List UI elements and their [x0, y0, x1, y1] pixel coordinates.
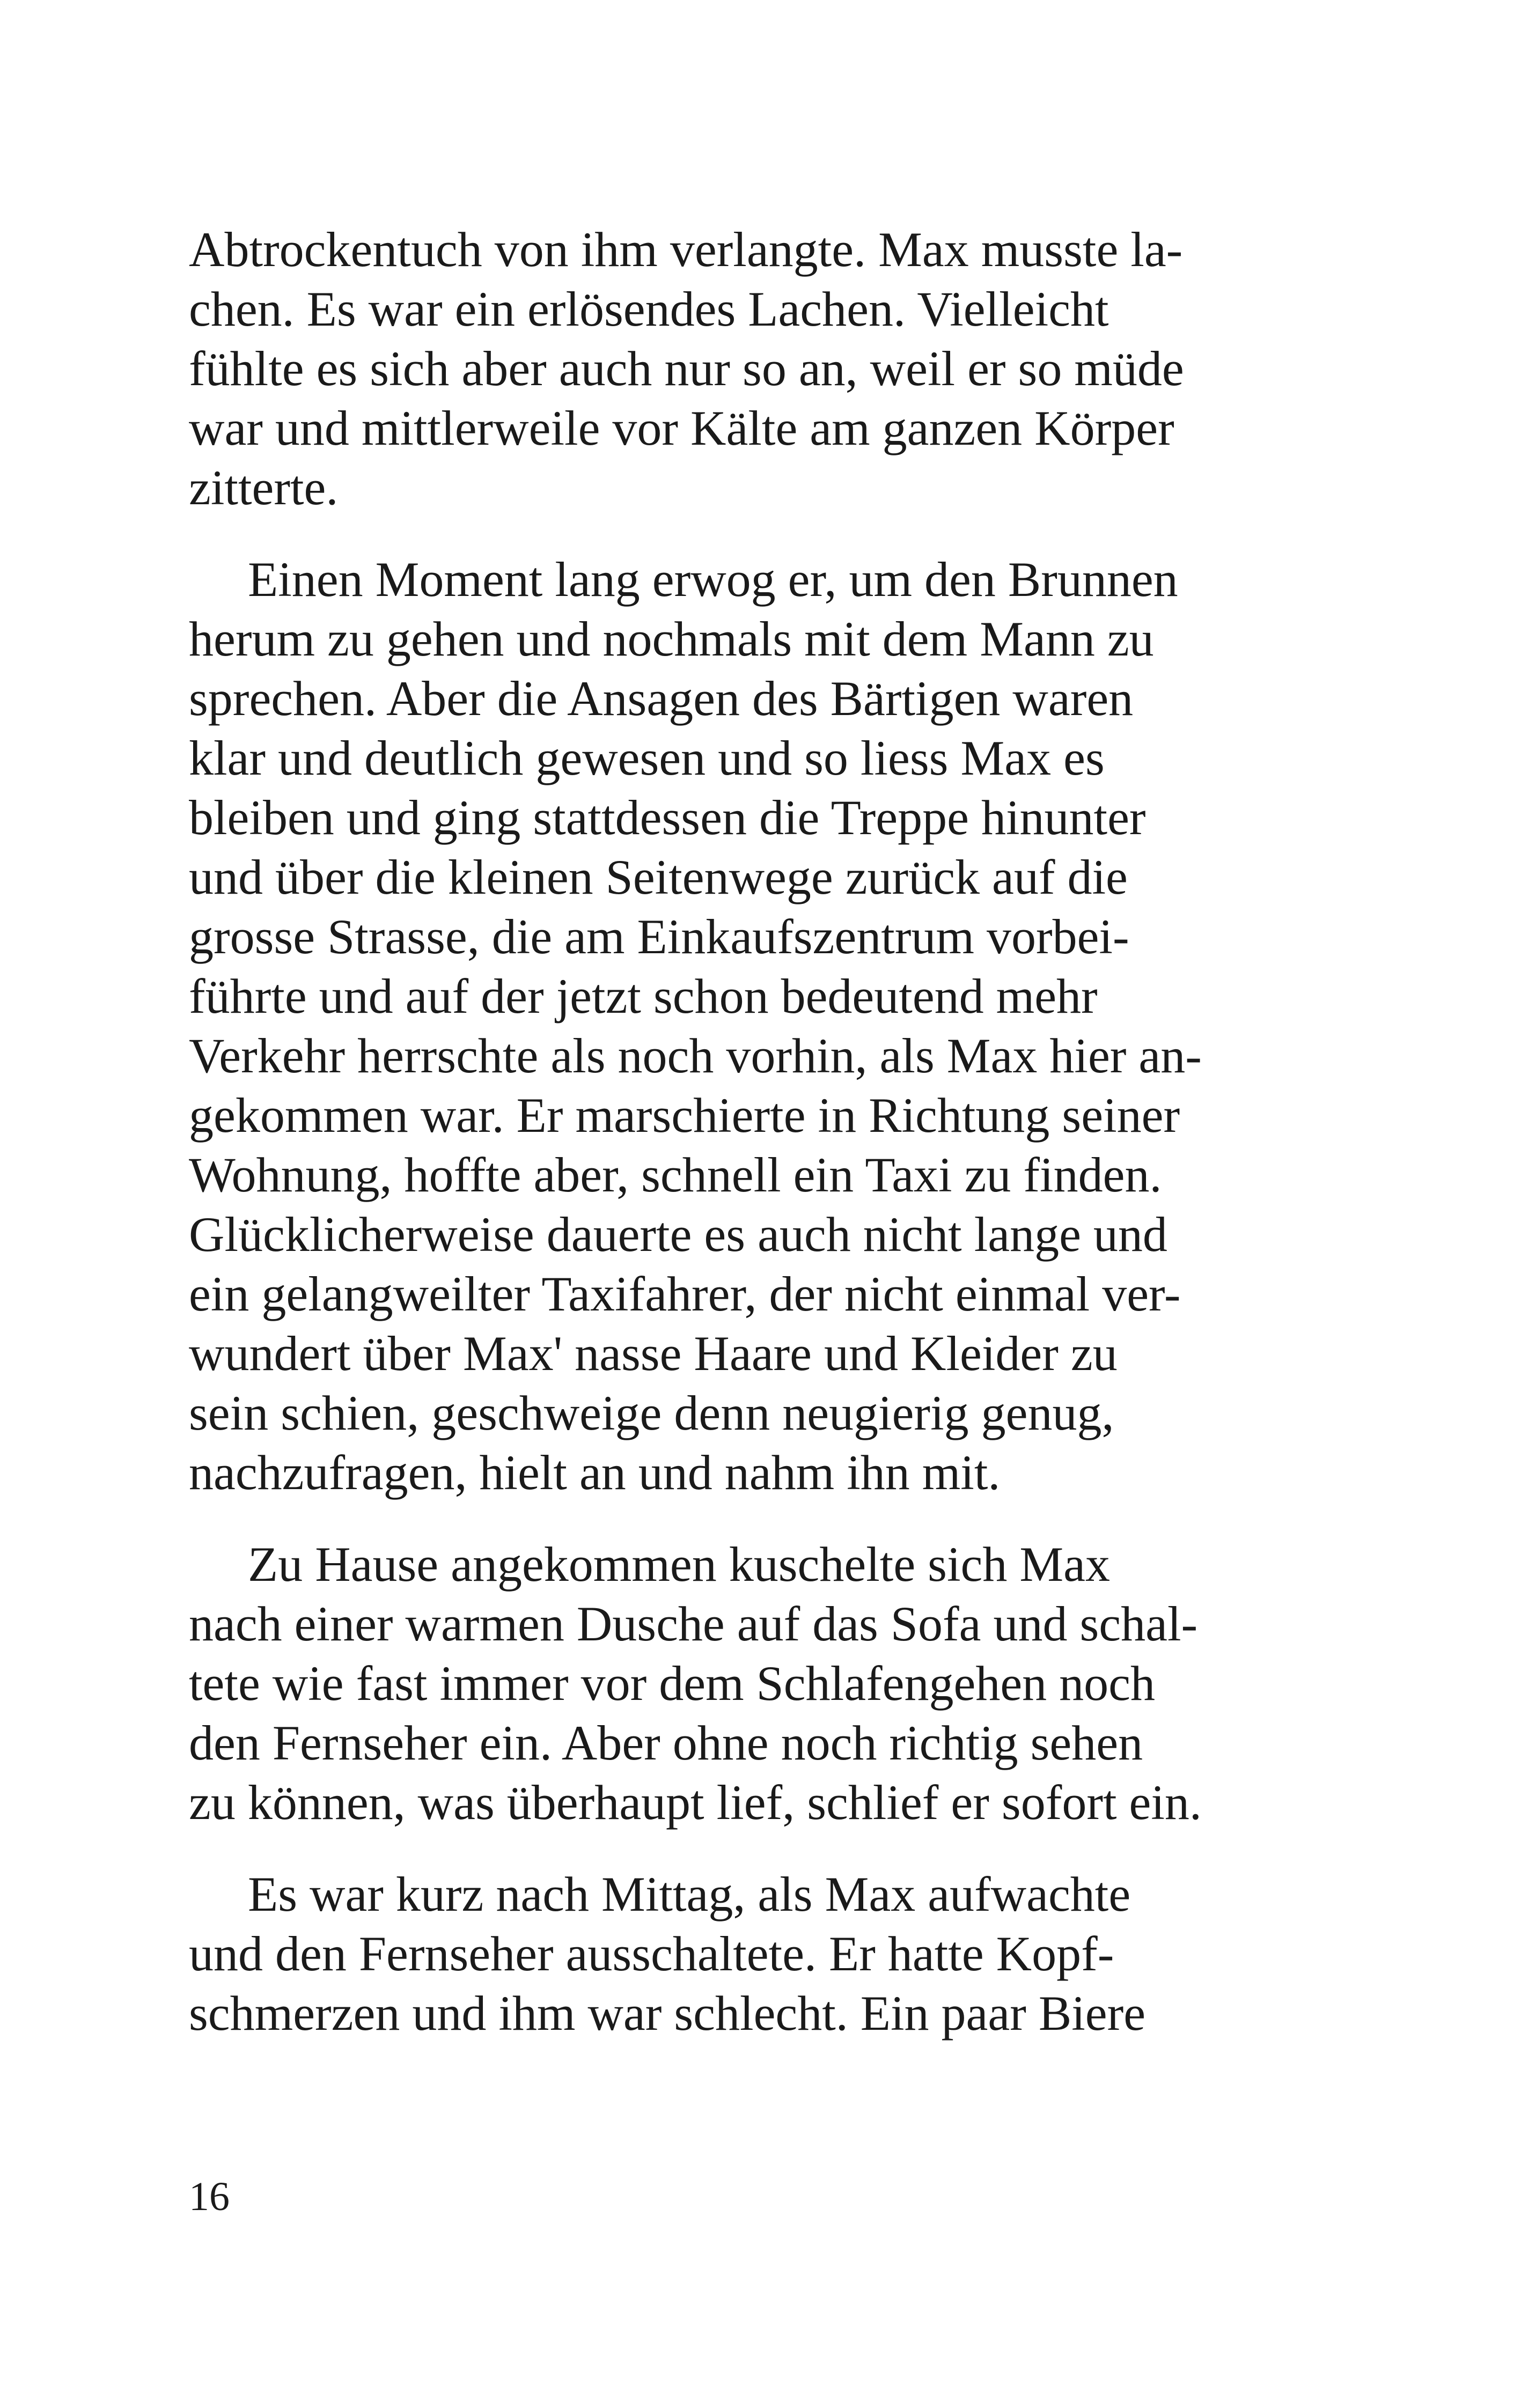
text-line: schmerzen und ihm war schlecht. Ein paar Biere — [189, 1986, 1146, 2041]
text-line: war und mittlerweile vor Kälte am ganzen Körper — [189, 401, 1174, 455]
text-line: Zu Hause angekommen kuschelte sich Max — [248, 1537, 1110, 1592]
text-line: gekommen war. Er marschierte in Richtung seiner — [189, 1088, 1180, 1143]
paragraph-2 — [189, 550, 1289, 1503]
text-line: zu können, was überhaupt lief, schlief er sofort ein. — [189, 1775, 1202, 1830]
text-line: fühlte es sich aber auch nur so an, weil er so müde — [189, 341, 1184, 396]
text-line: bleiben und ging stattdessen die Treppe hinunter — [189, 790, 1146, 845]
text-line: Es war kurz nach Mittag, als Max aufwachte — [248, 1867, 1131, 1921]
paragraph-1 — [189, 220, 1289, 518]
text-line: nachzufragen, hielt an und nahm ihn mit. — [189, 1445, 1001, 1500]
text-line: Abtrockentuch von ihm verlangte. Max musste la- — [189, 222, 1183, 277]
text-line: Wohnung, hoffte aber, schnell ein Taxi zu finden. — [189, 1147, 1162, 1202]
text-line: zitterte. — [189, 460, 339, 515]
text-line: chen. Es war ein erlösendes Lachen. Vielleicht — [189, 282, 1109, 336]
text-line: wundert über Max' nasse Haare und Kleider zu — [189, 1326, 1118, 1381]
text-line: und den Fernseher ausschaltete. Er hatte Kopf- — [189, 1926, 1114, 1981]
text-line: sprechen. Aber die Ansagen des Bärtigen waren — [189, 671, 1134, 726]
text-line: herum zu gehen und nochmals mit dem Mann zu — [189, 612, 1154, 666]
body-text — [189, 220, 1289, 2075]
text-line: Glücklicherweise dauerte es auch nicht lange und — [189, 1207, 1167, 1262]
text-line: klar und deutlich gewesen und so liess Max es — [189, 731, 1105, 785]
text-line: und über die kleinen Seitenwege zurück auf die — [189, 850, 1128, 904]
text-line: ein gelangweilter Taxifahrer, der nicht einmal ver- — [189, 1266, 1181, 1321]
paragraph-3 — [189, 1535, 1289, 1832]
page-number: 16 — [189, 2174, 230, 2219]
text-line: grosse Strasse, die am Einkaufszentrum vorbei- — [189, 909, 1129, 964]
text-line: Verkehr herrschte als noch vorhin, als Max hier an- — [189, 1028, 1202, 1083]
text-line: Einen Moment lang erwog er, um den Brunnen — [248, 552, 1178, 607]
text-line: führte und auf der jetzt schon bedeutend mehr — [189, 969, 1098, 1023]
paragraph-4 — [189, 1865, 1289, 2043]
text-line: den Fernseher ein. Aber ohne noch richtig sehen — [189, 1715, 1143, 1770]
text-line: nach einer warmen Dusche auf das Sofa und schal- — [189, 1596, 1198, 1651]
text-line: sein schien, geschweige denn neugierig genug, — [189, 1386, 1114, 1440]
text-line: tete wie fast immer vor dem Schlafengehen noch — [189, 1656, 1156, 1711]
